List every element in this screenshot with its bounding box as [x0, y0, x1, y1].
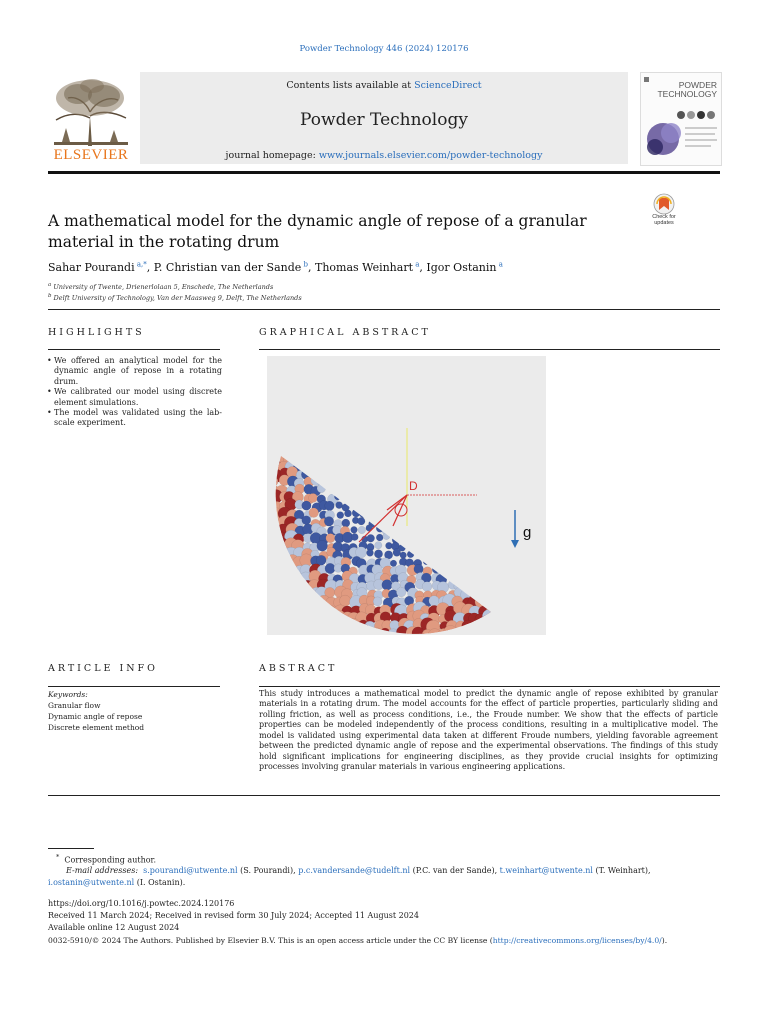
- author-affil-mark: a: [415, 260, 420, 268]
- g-label: g: [523, 524, 532, 541]
- particle: [422, 582, 432, 592]
- affiliation-mark: a: [48, 282, 52, 288]
- divider: [48, 309, 720, 310]
- divider: [48, 349, 220, 350]
- affiliation-mark: b: [48, 293, 52, 299]
- check-updates-label: [646, 214, 682, 226]
- abstract-heading: ABSTRACT: [259, 663, 338, 674]
- particle: [358, 517, 366, 525]
- particle: [358, 526, 366, 534]
- keywords-label: Keywords:: [48, 690, 88, 699]
- author-affil-mark: b: [303, 260, 308, 268]
- author-name: Thomas Weinhart: [314, 260, 414, 274]
- affiliation: [48, 282, 273, 291]
- author-separator: ,: [146, 260, 154, 274]
- cover-title: [647, 81, 717, 99]
- divider: [48, 795, 720, 796]
- particle: [324, 517, 334, 527]
- graphical-abstract-image[interactable]: [267, 356, 546, 635]
- email-link[interactable]: i.ostanin@utwente.nl: [48, 878, 135, 887]
- license-prefix: 0032-5910/© 2024 The Authors. Published by Elsevier B.V. This is an open access article under the CC BY license (: [48, 936, 493, 945]
- footnote-mark: *: [56, 853, 60, 861]
- particle: [316, 555, 326, 565]
- homepage-prefix: journal homepage:: [225, 150, 319, 161]
- elsevier-wordmark: ELSEVIER: [53, 147, 129, 163]
- particle: [309, 493, 318, 502]
- divider: [48, 686, 220, 687]
- highlights-list: [48, 356, 222, 429]
- particle: [374, 550, 382, 558]
- divider: [259, 349, 720, 350]
- abstract-text: This study introduces a mathematical model to predict the dynamic angle of repose exhibited by granular materials in a rotating drum. The model accounts for the effect of particle properties, particularly sliding and rolling friction, as well as process conditions, i.e., the Froude number. We show that the effects of particle properties can be modeled independently of the process conditions, resulting in a multiplicative model. The model is validated using experimental data taken at different Froude numbers, yielding favorable agreement between the predicted dynamic angle of repose and the experimental observations. The findings of this study hold significant implications for engineering disciplines, as they provide crucial insights for optimizing processes involving granular materials in various engineering applications.: [259, 689, 718, 772]
- particle: [396, 587, 406, 597]
- article-info-heading: ARTICLE INFO: [48, 663, 158, 674]
- particle: [337, 512, 344, 519]
- check-updates-icon: [646, 192, 682, 216]
- affiliation-text: Delft University of Technology, Van der Maasweg 9, Delft, The Netherlands: [53, 294, 302, 303]
- highlight-item: • We calibrated our model using discrete element simulations.: [48, 387, 222, 408]
- particle: [351, 533, 358, 540]
- check-updates-line1: Check for: [652, 214, 676, 220]
- journal-masthead: [140, 72, 628, 164]
- author-list: [48, 260, 708, 274]
- particle: [336, 502, 343, 509]
- article-title: A mathematical model for the dynamic angle of repose of a granular material in the rotating drum: [48, 212, 587, 251]
- affiliation-text: University of Twente, Drienerlolaan 5, Enschede, The Netherlands: [53, 283, 274, 292]
- cover-title-line2: TECHNOLOGY: [657, 89, 717, 99]
- email-owner: (I. Ostanin).: [134, 878, 186, 887]
- author-affil-mark: a,*: [136, 260, 147, 268]
- particle: [367, 534, 375, 542]
- particle: [351, 526, 358, 533]
- particle: [317, 540, 328, 551]
- graphical-abstract-heading: GRAPHICAL ABSTRACT: [259, 327, 431, 338]
- particle: [325, 501, 335, 511]
- particle: [414, 564, 424, 574]
- highlight-item: • We offered an analytical model for the dynamic angle of repose in a rotating drum.: [48, 356, 222, 387]
- particle: [340, 595, 351, 606]
- particle: [344, 510, 351, 517]
- contents-line: [140, 80, 628, 91]
- received-dates: Received 11 March 2024; Received in revised form 30 July 2024; Accepted 11 August 2024: [48, 911, 419, 920]
- particle: [382, 580, 393, 591]
- affiliation: [48, 293, 302, 302]
- keyword: Granular flow: [48, 701, 101, 710]
- particle: [342, 519, 350, 527]
- tree-emblem-icon: [48, 76, 134, 148]
- journal-cover[interactable]: [640, 72, 722, 166]
- particle: [390, 560, 397, 567]
- homepage-link[interactable]: www.journals.elsevier.com/powder-technology: [318, 150, 543, 161]
- journal-reference[interactable]: Powder Technology 446 (2024) 120176: [299, 44, 469, 54]
- homepage-line: [140, 150, 628, 161]
- cover-title-line1: POWDER: [678, 80, 717, 90]
- author-name: Sahar Pourandi: [48, 260, 135, 274]
- author-separator: ,: [419, 260, 427, 274]
- email-owner: (T. Weinhart),: [593, 866, 651, 875]
- author[interactable]: [154, 261, 315, 274]
- particle: [302, 501, 311, 510]
- particle: [400, 552, 407, 559]
- check-for-updates-badge[interactable]: [646, 192, 682, 228]
- d-label: D: [409, 479, 418, 493]
- email-label: E-mail addresses:: [66, 866, 139, 875]
- email-link[interactable]: s.pourandi@utwente.nl: [143, 866, 238, 875]
- footnote-rule: [48, 848, 94, 849]
- author[interactable]: [315, 261, 426, 274]
- particle: [309, 508, 319, 518]
- particle: [373, 597, 382, 606]
- corresponding-author-note: [56, 853, 736, 865]
- author-separator: ,: [307, 260, 315, 274]
- particle: [302, 516, 311, 525]
- contents-prefix: Contents lists available at: [286, 80, 415, 91]
- author-affil-mark: a: [498, 260, 503, 268]
- license-line: [48, 936, 738, 945]
- divider: [259, 686, 720, 687]
- author[interactable]: [426, 261, 502, 274]
- corresponding-text: Corresponding author.: [64, 855, 157, 865]
- elsevier-logo: [48, 76, 134, 164]
- email-link[interactable]: p.c.vandersande@tudelft.nl: [298, 866, 411, 875]
- particle: [375, 542, 382, 549]
- particle: [429, 596, 439, 606]
- particle: [367, 549, 374, 556]
- license-suffix: ).: [661, 936, 668, 945]
- available-online: Available online 12 August 2024: [48, 923, 180, 932]
- highlight-item: • The model was validated using the lab-scale experiment.: [48, 408, 222, 429]
- email-link[interactable]: t.weinhart@utwente.nl: [499, 866, 593, 875]
- highlights-heading: HIGHLIGHTS: [48, 327, 145, 338]
- particle: [376, 534, 383, 541]
- license-link[interactable]: http://creativecommons.org/licenses/by/4.0/: [492, 936, 662, 945]
- check-updates-line2: updates: [654, 220, 674, 226]
- email-addresses: [66, 866, 726, 875]
- sciencedirect-link[interactable]: ScienceDirect: [414, 80, 482, 91]
- author-name: P. Christian van der Sande: [153, 260, 302, 274]
- particle: [326, 534, 335, 543]
- email-addresses-cont: [48, 878, 728, 887]
- doi-link[interactable]: https://doi.org/10.1016/j.powtec.2024.120176: [48, 899, 235, 908]
- keyword: Discrete element method: [48, 723, 145, 732]
- author-name: Igor Ostanin: [426, 260, 497, 274]
- email-owner: (S. Pourandi),: [237, 866, 299, 875]
- rotating-drum-figure: [267, 356, 546, 635]
- author[interactable]: [48, 261, 154, 274]
- email-owner: (P.C. van der Sande),: [410, 866, 500, 875]
- particle: [393, 549, 401, 557]
- keyword: Dynamic angle of repose: [48, 712, 143, 721]
- header-divider: [48, 171, 720, 174]
- journal-title: Powder Technology: [300, 110, 468, 130]
